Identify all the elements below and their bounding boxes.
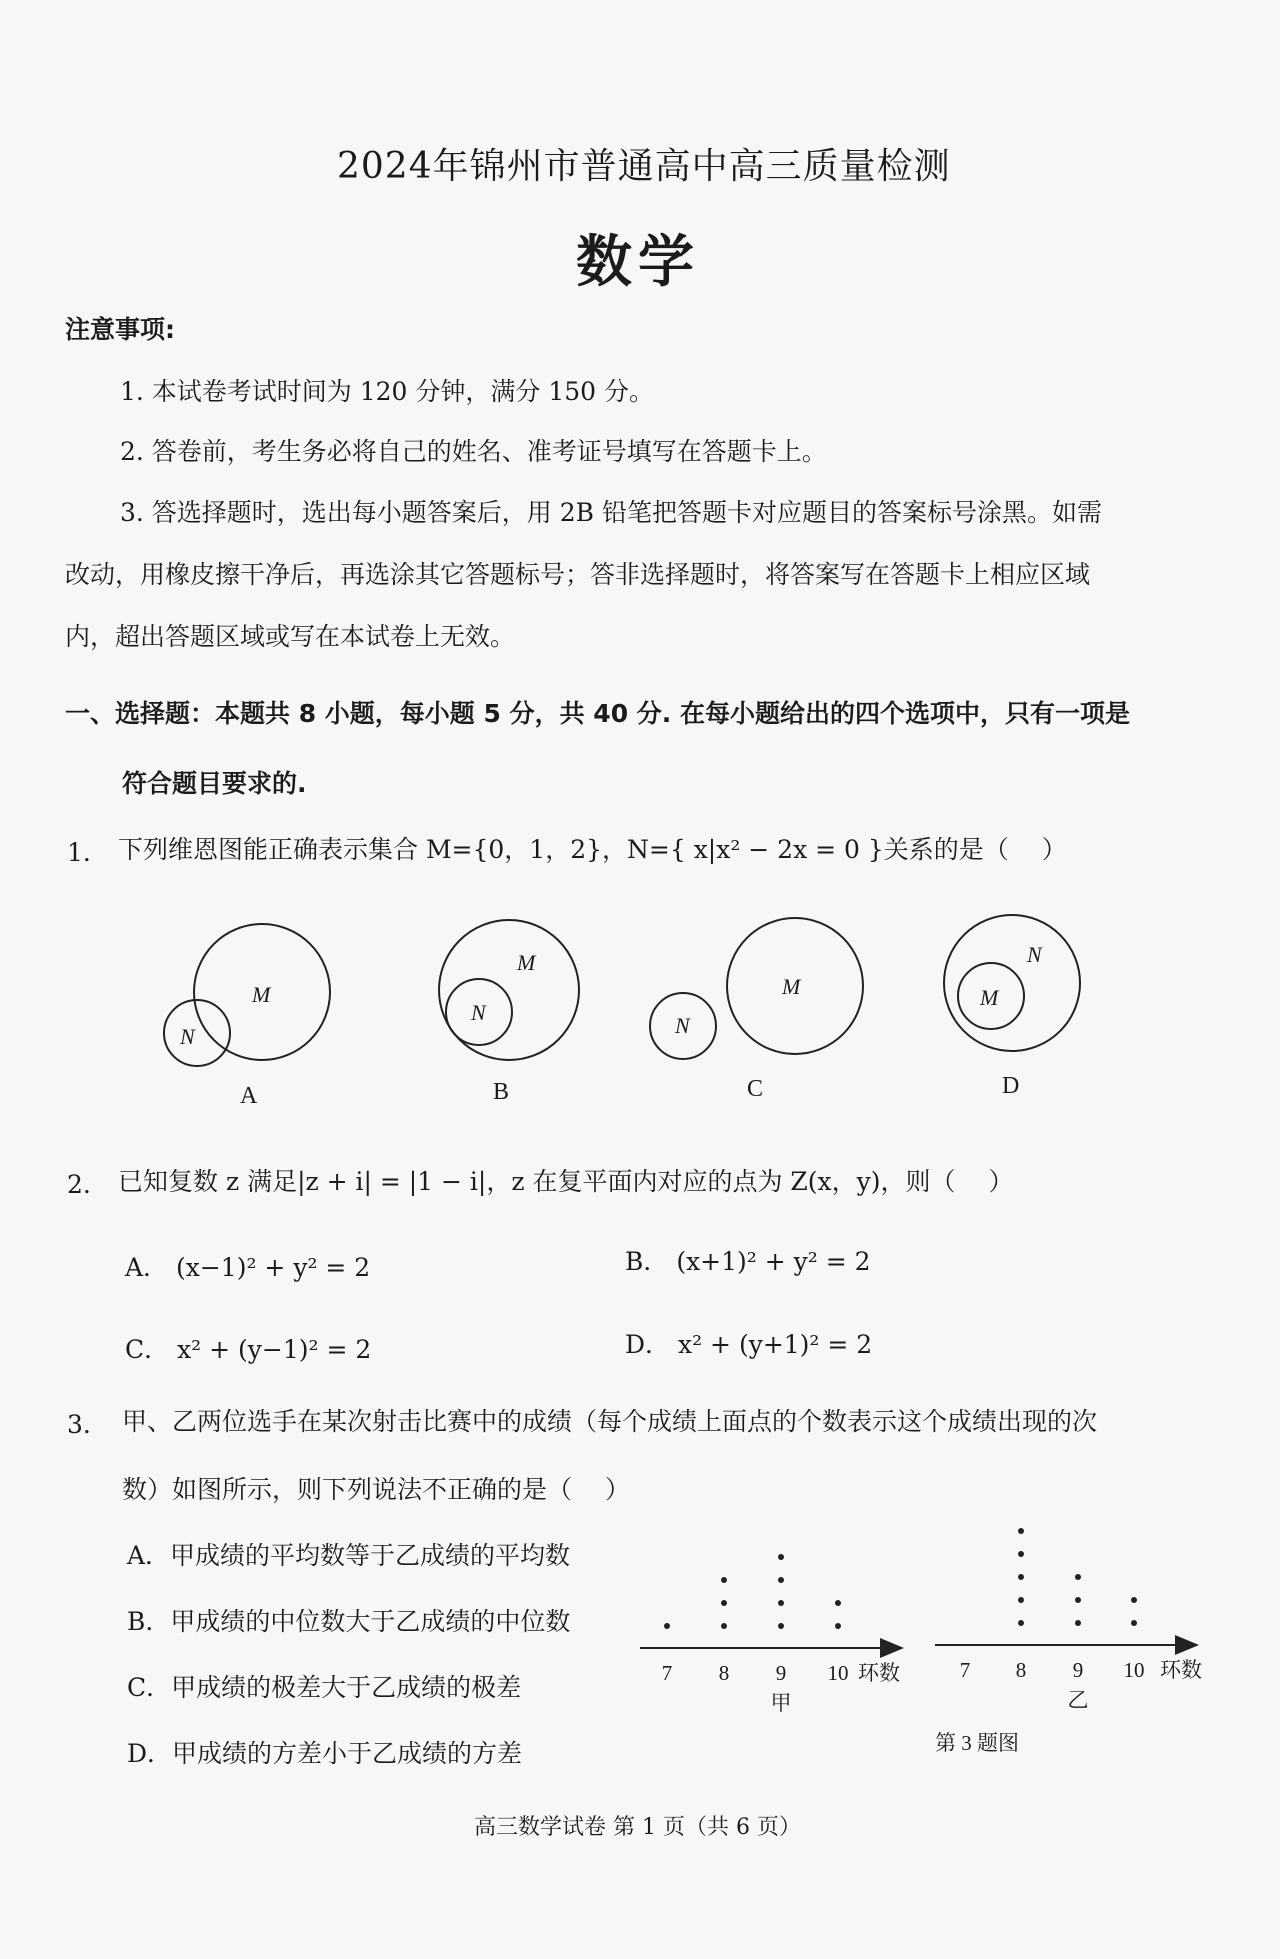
q3-text-line-1: 甲、乙两位选手在某次射击比赛中的成绩（每个成绩上面点的个数表示这个成绩出现的次 [122,1407,1098,1436]
jia-dot-10-1 [835,1623,841,1629]
q3-number: 3. [67,1410,91,1439]
q2-text: 已知复数 z 满足|z + i| = |1 − i|，z 在复平面内对应的点为 Z(x，y)，则（ ） [118,1167,1014,1196]
section-1-heading: 一、选择题：本题共 8 小题，每小题 5 分，共 40 分. 在每小题给出的四个选项中，只有一项是 [65,699,1131,728]
q3-text-line-2: 数）如图所示，则下列说法不正确的是（ ） [122,1475,630,1504]
venn-b-label-m: M [517,950,536,975]
venn-c-label-n: N [675,1013,690,1038]
yi-tick-10: 10 [1123,1658,1145,1682]
yi-dot-10-1 [1131,1620,1137,1626]
q3-option-c: C．甲成绩的极差大于乙成绩的极差 [127,1673,522,1702]
yi-dot-10-2 [1131,1597,1137,1603]
yi-dot-8-1 [1018,1620,1024,1626]
q1-number: 1. [67,838,91,867]
dot-plot-jia [640,1554,900,1715]
q1-text: 下列维恩图能正确表示集合 M={0，1，2}，N={ x|x² − 2x = 0 }关系的是（ ） [118,835,1067,864]
jia-dot-9-2 [778,1600,784,1606]
note-item-3-line-2: 改动，用橡皮擦干净后，再选涂其它答题标号；答非选择题时，将答案写在答题卡上相应区域 [65,560,1091,589]
jia-dot-8-1 [721,1623,727,1629]
yi-tick-9: 9 [1072,1658,1084,1682]
yi-title: 乙 [1067,1688,1089,1712]
dot-plot-yi [935,1528,1202,1712]
note-item-2: 2. 答卷前，考生务必将自己的姓名、准考证号填写在答题卡上。 [120,437,827,466]
yi-tick-7: 7 [959,1658,971,1682]
note-item-3-line-3: 内，超出答题区域或写在本试卷上无效。 [65,622,516,651]
venn-option-c: C [747,1076,764,1102]
yi-dot-9-3 [1075,1574,1081,1580]
q3-option-b: B．甲成绩的中位数大于乙成绩的中位数 [127,1607,571,1636]
venn-a-label-m: M [252,982,271,1007]
jia-tick-10: 10 [827,1661,849,1685]
jia-dot-8-3 [721,1577,727,1583]
venn-d-label-n: N [1027,942,1042,967]
q2-option-d: D． x² + (y+1)² = 2 [625,1330,873,1359]
jia-dot-10-2 [835,1600,841,1606]
venn-d-circle-n [944,915,1080,1051]
note-item-3-line-1: 3. 答选择题时，选出每小题答案后，用 2B 铅笔把答题卡对应题目的答案标号涂黑。如需 [120,498,1102,527]
exam-title: 2024年锦州市普通高中高三质量检测 [337,146,951,187]
venn-option-d: D [1002,1073,1020,1099]
venn-c-label-m: M [782,974,801,999]
q2-option-a: A． (x−1)² + y² = 2 [125,1253,371,1282]
yi-dot-8-2 [1018,1597,1024,1603]
venn-b-label-n: N [471,1000,486,1025]
notes-heading: 注意事项: [65,315,175,344]
q2-option-c: C． x² + (y−1)² = 2 [125,1335,372,1364]
yi-dot-8-5 [1018,1528,1024,1534]
q3-dot-plots [630,1500,1230,1770]
jia-dot-8-2 [721,1600,727,1606]
yi-dot-9-1 [1075,1620,1081,1626]
page-footer: 高三数学试卷 第 1 页（共 6 页） [474,1815,801,1840]
section-1-heading-cont: 符合题目要求的. [122,769,307,798]
venn-d-label-m: M [980,985,999,1010]
venn-a-label-n: N [180,1024,195,1049]
jia-tick-8: 8 [718,1661,730,1685]
q2-number: 2. [67,1170,91,1199]
yi-dot-9-2 [1075,1597,1081,1603]
jia-dot-9-4 [778,1554,784,1560]
jia-tick-7: 7 [661,1661,673,1685]
jia-dot-7-1 [664,1623,670,1629]
yi-dot-8-4 [1018,1551,1024,1557]
jia-title: 甲 [770,1691,792,1715]
jia-tick-9: 9 [775,1661,787,1685]
venn-option-b: B [493,1079,510,1105]
note-item-1: 1. 本试卷考试时间为 120 分钟，满分 150 分。 [120,377,655,406]
venn-option-a: A [240,1083,258,1109]
q2-option-b: B． (x+1)² + y² = 2 [625,1247,871,1276]
q3-option-a: A．甲成绩的平均数等于乙成绩的平均数 [127,1541,571,1570]
jia-dot-9-1 [778,1623,784,1629]
jia-dot-9-3 [778,1577,784,1583]
yi-axis-label: 环数 [1160,1658,1202,1682]
subject-title: 数学 [576,229,700,295]
yi-dot-8-3 [1018,1574,1024,1580]
q3-option-d: D．甲成绩的方差小于乙成绩的方差 [127,1739,523,1768]
jia-axis-label: 环数 [858,1661,900,1685]
yi-tick-8: 8 [1015,1658,1027,1682]
q1-venn-diagrams [150,910,1100,1115]
q3-figure-caption: 第 3 题图 [935,1731,1019,1755]
